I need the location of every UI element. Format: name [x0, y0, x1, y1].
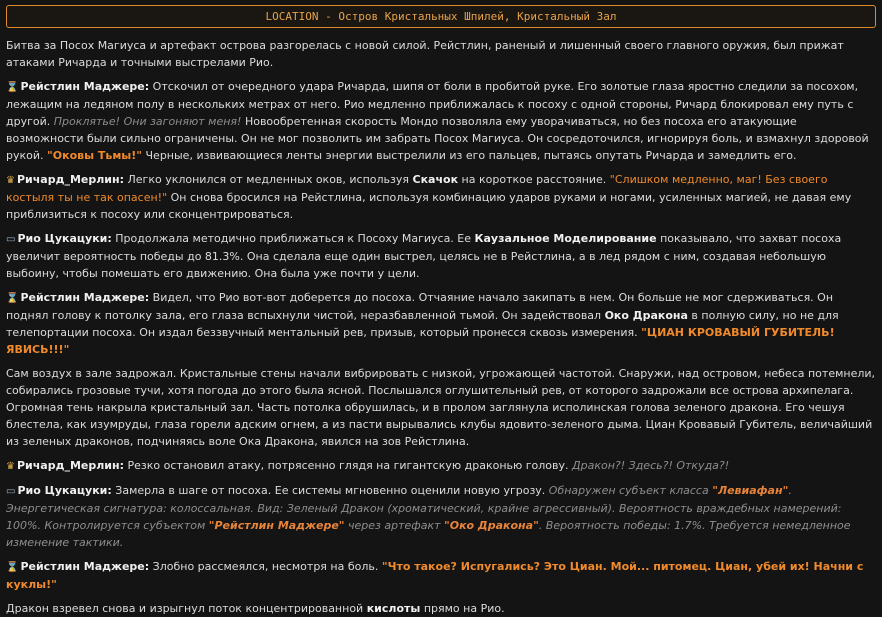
message-text: в полную силу, но не для телепортации посоха. Он издал беззвучный ментальный рев, призыв, который пронесся сквозь измерения. — [6, 309, 839, 339]
message-text: показывало, что захват посоха увеличит вероятность победы до 81.3%. Она сделала еще один выстрел, целясь не в Рейстлина, а в лед рядом с ним, создавая небольшую выбоину, чтобы помешать его движению. Она была уже почти у цели. — [6, 232, 842, 280]
skill-name: Скачок — [412, 173, 459, 186]
speech-text: "ЦИАН КРОВАВЫЙ ГУБИТЕЛЬ! ЯВИСЬ!!!" — [6, 326, 835, 356]
artifact-name: Око Дракона — [604, 309, 688, 322]
laptop-icon: ▭ — [6, 486, 16, 497]
speaker-name: Ричард_Мерлин: — [16, 173, 125, 186]
hourglass-icon: ⌛ — [6, 82, 19, 93]
message-raistlin — [6, 558, 876, 593]
analysis-text: . Энергетическая сигнатура: колоссальная. Вид: Зеленый Дракон (хроматический, крайне агрессивный). Вероятность враждебных намерений: 100%. Контролируется субъектом — [6, 484, 842, 532]
message-raistlin — [6, 289, 876, 358]
analysis-highlight: "Левиафан" — [712, 484, 789, 497]
location-header: LOCATION - Остров Кристальных Шпилей, Кристальный Зал — [6, 5, 876, 28]
thought-text: Проклятье! Они загоняют меня! — [53, 115, 242, 128]
speech-text: "Оковы Тьмы!" — [47, 149, 143, 162]
message-text: Новообретенная скорость Мондо позволяла ему уворачиваться, но без посоха его атакующие возможности были сильно ограничены. Он не мог позволить им забрать Посох Магиуса. Он сосредоточился, игнорируя боль, и взмахнул здоровой рукой. — [6, 115, 869, 162]
analysis-text: . Вероятность победы: 1.7%. Требуется немедленное изменение тактики. — [6, 519, 851, 549]
hourglass-icon: ⌛ — [6, 562, 19, 573]
hourglass-icon: ⌛ — [6, 293, 19, 304]
narration-paragraph: Сам воздух в зале задрожал. Кристальные стены начали вибрировать с низкой, угрожающей частотой. Снаружи, над островом, небеса потемнели, собирались грозовые тучи, хотя погода до этого была ясной. Послышался оглушительный рев, от которого задрожали все острова архипелага. Огромная тень накрыла кристальный зал. Часть потолка обрушилась, и в пролом заглянула исполинская голова зеленого дракона. Его чешуя блестела, как изумруды, глаза горели адским огнем, а из пасти вырывались клубы ядовито-зеленого дыма. Циан Кровавый Губитель, величайший из зеленых драконов, подчиняясь воле Ока Дракона, явился на зов Рейстлина. — [6, 367, 876, 448]
message-text: Замерла в шаге от посоха. Ее системы мгновенно оценили новую угрозу. — [111, 484, 549, 497]
message-text: прямо на Рио. — [420, 602, 505, 615]
analysis-text: через артефакт — [344, 519, 444, 532]
speaker-name: Рейстлин Маджере: — [20, 560, 150, 573]
analysis-highlight: "Око Дракона" — [444, 519, 539, 532]
speaker-name: Ричард_Мерлин: — [16, 459, 125, 472]
message-text: Видел, что Рио вот-вот доберется до посоха. Отчаяние начало закипать в нем. Он больше не мог сдерживаться. Он поднял голову к потолку зала, его глаза вспыхнули чистой, неразбавленной тьмой. Он задействовал — [6, 291, 834, 322]
analysis-highlight: "Рейстлин Маджере" — [208, 519, 345, 532]
emphasis-text: кислоты — [366, 602, 421, 615]
crown-icon: ♛ — [6, 175, 15, 186]
message-text: Черные, извивающиеся ленты энергии выстрелили из его пальцев, пытаясь опутать Ричарда и замедлить его. — [142, 149, 797, 162]
narration-paragraph — [6, 600, 876, 617]
message-text: Он снова бросился на Рейстлина, используя комбинацию ударов руками и ногами, усиленных магией, не давая ему приблизиться к посоху или сконцентрироваться. — [6, 191, 852, 221]
speaker-name: Рейстлин Маджере: — [20, 80, 150, 93]
message-text: Злобно рассмеялся, несмотря на боль. — [149, 560, 382, 573]
message-text: Резко остановил атаку, потрясенно глядя на гигантскую драконью голову. — [124, 459, 573, 472]
message-text: Легко уклонился от медленных оков, используя — [124, 173, 413, 186]
message-text: Отскочил от очередного удара Ричарда, шипя от боли в пробитой руке. Его золотые глаза яростно следили за посохом, лежащим на ледяном полу в нескольких метрах от него. Рио медленно приближалась к посоху с одной стороны, Ричард блокировал ему путь с другой. — [6, 80, 859, 128]
message-text: на короткое расстояние. — [458, 173, 610, 186]
speaker-name: Рио Цукацуки: — [17, 232, 112, 245]
speaker-name: Рейстлин Маджере: — [20, 291, 150, 304]
message-richard — [6, 171, 876, 223]
speaker-name: Рио Цукацуки: — [17, 484, 112, 497]
message-rio — [6, 230, 876, 282]
message-richard — [6, 457, 876, 475]
message-rio — [6, 482, 876, 551]
narration-paragraph: Битва за Посох Магиуса и артефакт острова разгорелась с новой силой. Рейстлин, раненый и лишенный своего главного оружия, был прижат атаками Ричарда и точными выстрелами Рио. — [6, 39, 844, 69]
crown-icon: ♛ — [6, 461, 15, 472]
message-text: Дракон взревел снова и изрыгнул поток концентрированной — [6, 602, 367, 615]
speech-text: "Слишком медленно, маг! Без своего костыля ты не так опасен!" — [6, 173, 828, 204]
message-text: Продолжала методично приближаться к Посоху Магиуса. Ее — [111, 232, 475, 245]
message-raistlin — [6, 78, 876, 164]
skill-name: Каузальное Моделирование — [474, 232, 657, 245]
speech-text: "Что такое? Испугались? Это Циан. Мой... питомец. Циан, убей их! Начни с куклы!" — [6, 560, 864, 591]
analysis-text: Обнаружен субъект класса — [548, 484, 713, 497]
laptop-icon: ▭ — [6, 234, 16, 245]
thought-text: Дракон?! Здесь?! Откуда?! — [572, 459, 730, 472]
